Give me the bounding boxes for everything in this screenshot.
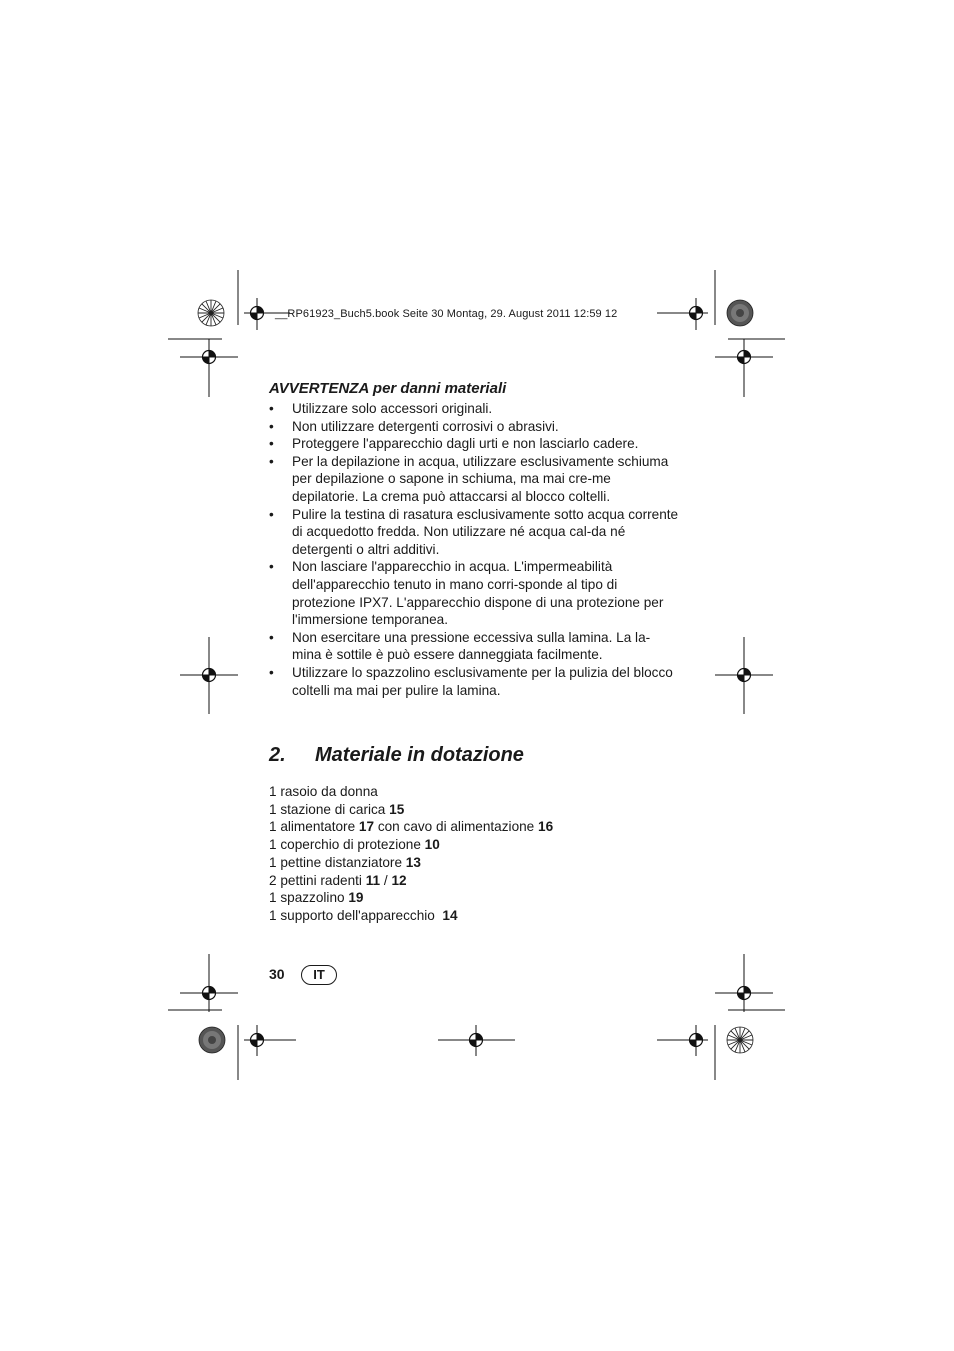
list-item: 1 alimentatore 17 con cavo di alimentazione 16 (269, 819, 554, 835)
list-item: 1 spazzolino 19 (269, 890, 364, 906)
part-ref: 11 (365, 872, 381, 888)
list-item: 2 pettini radenti 11 / 12 (269, 872, 407, 888)
page-number: 30 (269, 966, 285, 982)
list-item: • Utilizzare solo accessori originali. (269, 401, 493, 416)
list-item: 1 supporto dell'apparecchio 14 (269, 907, 458, 923)
part-ref: 10 (424, 837, 440, 853)
list-item: 1 rasoio da donna (269, 784, 378, 799)
list-item: 1 pettine distanziatore 13 (269, 854, 421, 870)
section-number: 2. (269, 744, 286, 766)
part-ref: 12 (391, 872, 407, 888)
list-item: 1 stazione di carica 15 (269, 801, 405, 817)
bullet-icon: • (269, 453, 274, 469)
part-ref: 16 (538, 819, 554, 835)
section-title-text: Materiale in dotazione (315, 744, 524, 766)
bullet-icon: • (269, 629, 274, 645)
list-item: • Non esercitare una pressione eccessiva sulla lamina. La la-mina è sottile è può essere danneggiata facilmente. (269, 629, 651, 663)
bullet-icon: • (269, 401, 274, 416)
list-item: • Non lasciare l'apparecchio in acqua. L'impermeabilità dell'apparecchio tenuto in mano corri-sponde al tipo di protezione IPX7. L'apparecchio dispone di una protezione per l'immersione temporanea. (269, 559, 664, 628)
part-ref: 17 (358, 819, 375, 835)
part-ref: 15 (389, 801, 405, 817)
bullet-icon: • (269, 418, 274, 434)
part-ref: 14 (442, 907, 458, 923)
part-ref: 13 (405, 854, 421, 870)
list-item: • Per la depilazione in acqua, utilizzare esclusivamente schiuma per depilazione o sapone in schiuma, ma mai cre-me depilatorie. La crema può attaccarsi al blocco coltelli. (269, 453, 669, 504)
list-item: • Pulire la testina di rasatura esclusivamente sotto acqua corrente di acquedotto fredda. Non utilizzare né acqua cal-da né detergenti o altri additivi. (269, 506, 679, 557)
warning-heading: AVVERTENZA per danni materiali (269, 380, 507, 397)
warning-list (269, 400, 679, 699)
section-heading (269, 744, 524, 767)
list-item: 1 coperchio di protezione 10 (269, 837, 440, 853)
language-badge: IT (301, 965, 337, 985)
bullet-icon: • (269, 559, 274, 575)
list-item: • Non utilizzare detergenti corrosivi o abrasivi. (269, 418, 559, 434)
part-ref: 19 (348, 890, 364, 906)
list-item: • Proteggere l'apparecchio dagli urti e non lasciarlo cadere. (269, 436, 639, 452)
bullet-icon: • (269, 436, 274, 452)
print-file-info: __RP61923_Buch5.book Seite 30 Montag, 29. August 2011 12:59 12 (275, 308, 618, 320)
supply-list (269, 783, 553, 925)
bullet-icon: • (269, 664, 274, 680)
bullet-icon: • (269, 506, 274, 522)
list-item: • Utilizzare lo spazzolino esclusivamente per la pulizia del blocco coltelli ma mai per pulire la lamina. (269, 664, 673, 698)
